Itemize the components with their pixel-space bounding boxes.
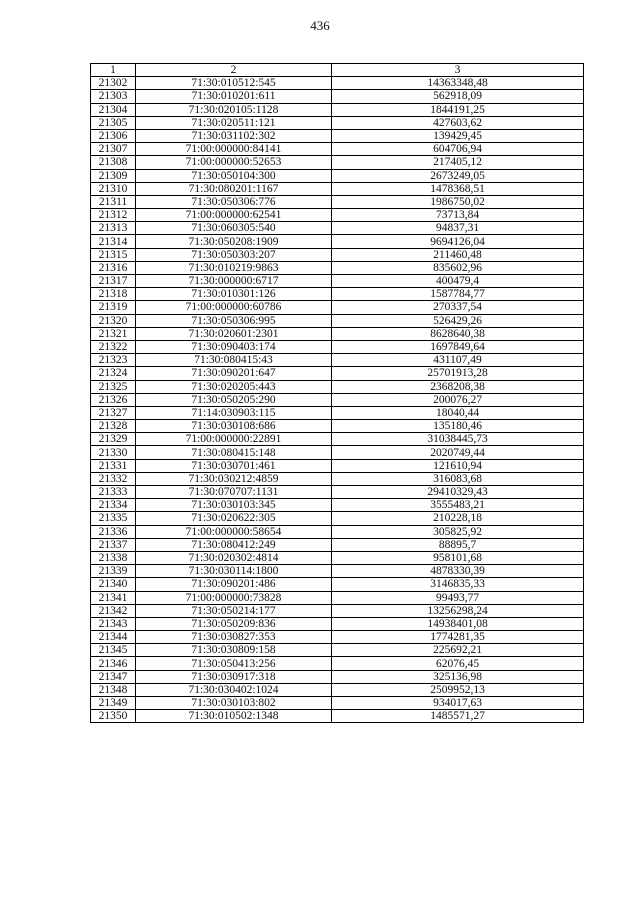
cadastral-number-cell: 71:30:020302:4814 [136,551,332,564]
row-number-cell: 21315 [91,248,136,261]
cadastral-number-cell: 71:30:010201:611 [136,90,332,103]
cadastral-value-cell: 305825,92 [332,525,584,538]
cadastral-number-cell: 71:30:080415:43 [136,354,332,367]
cadastral-number-cell: 71:30:030917:318 [136,670,332,683]
row-number-cell: 21320 [91,314,136,327]
cadastral-value-cell: 73713,84 [332,209,584,222]
cadastral-value-cell: 94837,31 [332,222,584,235]
table-row [91,578,584,591]
table-row [91,604,584,617]
row-number-cell: 21336 [91,525,136,538]
table-row [91,367,584,380]
cadastral-number-cell: 71:30:010301:126 [136,288,332,301]
row-number-cell: 21345 [91,644,136,657]
cadastral-number-cell: 71:00:000000:22891 [136,433,332,446]
cadastral-value-cell: 3146835,33 [332,578,584,591]
cadastral-value-cell: 1587784,77 [332,288,584,301]
cadastral-value-cell: 62076,45 [332,657,584,670]
row-number-cell: 21308 [91,156,136,169]
row-number-cell: 21321 [91,327,136,340]
row-number-cell: 21316 [91,261,136,274]
cadastral-value-cell: 526429,26 [332,314,584,327]
table-row [91,261,584,274]
cadastral-value-cell: 13256298,24 [332,604,584,617]
row-number-cell: 21347 [91,670,136,683]
cadastral-number-cell: 71:30:030402:1024 [136,683,332,696]
table-row [91,182,584,195]
cadastral-value-cell: 2020749,44 [332,446,584,459]
row-number-cell: 21327 [91,406,136,419]
table-row [91,169,584,182]
table-row [91,512,584,525]
cadastral-number-cell: 71:30:050214:177 [136,604,332,617]
row-number-cell: 21334 [91,499,136,512]
cadastral-number-cell: 71:00:000000:52653 [136,156,332,169]
cadastral-value-cell: 139429,45 [332,129,584,142]
table-row [91,393,584,406]
cadastral-number-cell: 71:30:060305:540 [136,222,332,235]
cadastral-value-cell: 1774281,35 [332,631,584,644]
row-number-cell: 21302 [91,77,136,90]
table-row [91,644,584,657]
cadastral-value-cell: 31038445,73 [332,433,584,446]
cadastral-number-cell: 71:30:010502:1348 [136,710,332,723]
cadastral-value-cell: 4878330,39 [332,565,584,578]
table-row [91,486,584,499]
table-row [91,697,584,710]
row-number-cell: 21346 [91,657,136,670]
row-number-cell: 21337 [91,538,136,551]
column-header-3: 3 [332,64,584,77]
table-row [91,209,584,222]
table-row [91,406,584,419]
table-row [91,275,584,288]
row-number-cell: 21340 [91,578,136,591]
cadastral-number-cell: 71:30:080415:148 [136,446,332,459]
row-number-cell: 21330 [91,446,136,459]
cadastral-value-cell: 210228,18 [332,512,584,525]
table-row [91,433,584,446]
table-row [91,77,584,90]
row-number-cell: 21344 [91,631,136,644]
cadastral-number-cell: 71:00:000000:58654 [136,525,332,538]
cadastral-number-cell: 71:30:080412:249 [136,538,332,551]
row-number-cell: 21343 [91,617,136,630]
cadastral-value-cell: 325136,98 [332,670,584,683]
cadastral-value-cell: 427603,62 [332,116,584,129]
row-number-cell: 21309 [91,169,136,182]
row-number-cell: 21311 [91,195,136,208]
table-row [91,565,584,578]
row-number-cell: 21323 [91,354,136,367]
cadastral-number-cell: 71:30:050209:836 [136,617,332,630]
table-row [91,710,584,723]
table-row [91,314,584,327]
cadastral-number-cell: 71:30:050306:776 [136,195,332,208]
cadastral-value-cell: 1697849,64 [332,340,584,353]
row-number-cell: 21348 [91,683,136,696]
cadastral-value-cell: 1478368,51 [332,182,584,195]
cadastral-value-cell: 14938401,08 [332,617,584,630]
cadastral-number-cell: 71:00:000000:60786 [136,301,332,314]
row-number-cell: 21318 [91,288,136,301]
cadastral-number-cell: 71:30:050104:300 [136,169,332,182]
cadastral-number-cell: 71:30:030701:461 [136,459,332,472]
cadastral-value-cell: 9694126,04 [332,235,584,248]
cadastral-value-cell: 8628640,38 [332,327,584,340]
table-row [91,670,584,683]
table-row [91,551,584,564]
row-number-cell: 21305 [91,116,136,129]
cadastral-value-cell: 835602,96 [332,261,584,274]
table-row [91,103,584,116]
row-number-cell: 21333 [91,486,136,499]
row-number-cell: 21325 [91,380,136,393]
row-number-cell: 21310 [91,182,136,195]
table-row [91,499,584,512]
table-row [91,235,584,248]
table-row [91,327,584,340]
row-number-cell: 21329 [91,433,136,446]
table-row [91,657,584,670]
cadastral-value-cell: 604706,94 [332,143,584,156]
cadastral-number-cell: 71:30:050208:1909 [136,235,332,248]
cadastral-value-cell: 562918,09 [332,90,584,103]
cadastral-value-cell: 29410329,43 [332,486,584,499]
cadastral-number-cell: 71:30:030108:686 [136,420,332,433]
table-row [91,459,584,472]
row-number-cell: 21322 [91,340,136,353]
cadastral-number-cell: 71:14:030903:115 [136,406,332,419]
cadastral-number-cell: 71:30:020205:443 [136,380,332,393]
table-row [91,288,584,301]
table-row [91,143,584,156]
row-number-cell: 21339 [91,565,136,578]
cadastral-number-cell: 71:30:031102:302 [136,129,332,142]
table-row [91,195,584,208]
table-row [91,129,584,142]
table-row [91,538,584,551]
cadastral-number-cell: 71:30:050205:290 [136,393,332,406]
row-number-cell: 21342 [91,604,136,617]
cadastral-value-cell: 1986750,02 [332,195,584,208]
cadastral-value-cell: 14363348,48 [332,77,584,90]
cadastral-number-cell: 71:00:000000:62541 [136,209,332,222]
table-row [91,248,584,261]
row-number-cell: 21338 [91,551,136,564]
table-body [91,77,584,723]
cadastral-number-cell: 71:00:000000:73828 [136,591,332,604]
row-number-cell: 21335 [91,512,136,525]
cadastral-value-cell: 270337,54 [332,301,584,314]
cadastral-number-cell: 71:30:030212:4859 [136,472,332,485]
cadastral-value-cell: 431107,49 [332,354,584,367]
row-number-cell: 21349 [91,697,136,710]
column-header-2: 2 [136,64,332,77]
cadastral-number-cell: 71:30:090201:647 [136,367,332,380]
cadastral-value-cell: 99493,77 [332,591,584,604]
table-row [91,380,584,393]
row-number-cell: 21303 [91,90,136,103]
row-number-cell: 21324 [91,367,136,380]
table-row [91,631,584,644]
row-number-cell: 21319 [91,301,136,314]
cadastral-number-cell: 71:00:000000:84141 [136,143,332,156]
row-number-cell: 21317 [91,275,136,288]
cadastral-number-cell: 71:30:000000:6717 [136,275,332,288]
cadastral-value-cell: 135180,46 [332,420,584,433]
cadastral-number-cell: 71:30:020105:1128 [136,103,332,116]
row-number-cell: 21312 [91,209,136,222]
cadastral-value-cell: 3555483,21 [332,499,584,512]
cadastral-value-cell: 316083,68 [332,472,584,485]
cadastral-value-cell: 25701913,28 [332,367,584,380]
column-header-1: 1 [91,64,136,77]
row-number-cell: 21313 [91,222,136,235]
cadastral-value-cell: 200076,27 [332,393,584,406]
table-row [91,617,584,630]
row-number-cell: 21304 [91,103,136,116]
table-row [91,683,584,696]
page-number: 436 [310,18,330,33]
cadastral-value-cell: 2509952,13 [332,683,584,696]
table-row [91,156,584,169]
cadastral-number-cell: 71:30:090403:174 [136,340,332,353]
cadastral-number-cell: 71:30:010512:545 [136,77,332,90]
table-row [91,420,584,433]
cadastral-value-cell: 225692,21 [332,644,584,657]
cadastral-number-cell: 71:30:050303:207 [136,248,332,261]
table-row [91,591,584,604]
cadastral-value-cell: 18040,44 [332,406,584,419]
cadastral-number-cell: 71:30:030827:353 [136,631,332,644]
table-row [91,116,584,129]
row-number-cell: 21314 [91,235,136,248]
row-number-cell: 21331 [91,459,136,472]
table-row [91,472,584,485]
cadastral-number-cell: 71:30:030114:1800 [136,565,332,578]
cadastral-value-cell: 400479,4 [332,275,584,288]
cadastral-number-cell: 71:30:020622:305 [136,512,332,525]
cadastral-value-cell: 2368208,38 [332,380,584,393]
cadastral-value-cell: 2673249,05 [332,169,584,182]
table-row [91,525,584,538]
cadastral-number-cell: 71:30:050306:995 [136,314,332,327]
row-number-cell: 21326 [91,393,136,406]
cadastral-number-cell: 71:30:020511:121 [136,116,332,129]
cadastral-value-cell: 1485571,27 [332,710,584,723]
cadastral-number-cell: 71:30:020601:2301 [136,327,332,340]
table-row [91,340,584,353]
cadastral-number-cell: 71:30:050413:256 [136,657,332,670]
cadastral-value-cell: 88895,7 [332,538,584,551]
row-number-cell: 21328 [91,420,136,433]
cadastral-value-cell: 958101,68 [332,551,584,564]
table-row [91,446,584,459]
row-number-cell: 21306 [91,129,136,142]
table-row [91,301,584,314]
cadastral-number-cell: 71:30:070707:1131 [136,486,332,499]
row-number-cell: 21332 [91,472,136,485]
cadastral-value-cell: 217405,12 [332,156,584,169]
cadastral-number-cell: 71:30:080201:1167 [136,182,332,195]
cadastral-value-table [90,63,584,723]
cadastral-value-cell: 121610,94 [332,459,584,472]
cadastral-number-cell: 71:30:030103:345 [136,499,332,512]
cadastral-value-cell: 211460,48 [332,248,584,261]
table-row [91,354,584,367]
row-number-cell: 21350 [91,710,136,723]
table-row [91,90,584,103]
cadastral-number-cell: 71:30:030103:802 [136,697,332,710]
cadastral-number-cell: 71:30:090201:486 [136,578,332,591]
cadastral-value-cell: 1844191,25 [332,103,584,116]
cadastral-number-cell: 71:30:010219:9863 [136,261,332,274]
table-row [91,222,584,235]
table-header-row [91,64,584,77]
cadastral-value-cell: 934017,63 [332,697,584,710]
row-number-cell: 21307 [91,143,136,156]
row-number-cell: 21341 [91,591,136,604]
cadastral-number-cell: 71:30:030809:158 [136,644,332,657]
